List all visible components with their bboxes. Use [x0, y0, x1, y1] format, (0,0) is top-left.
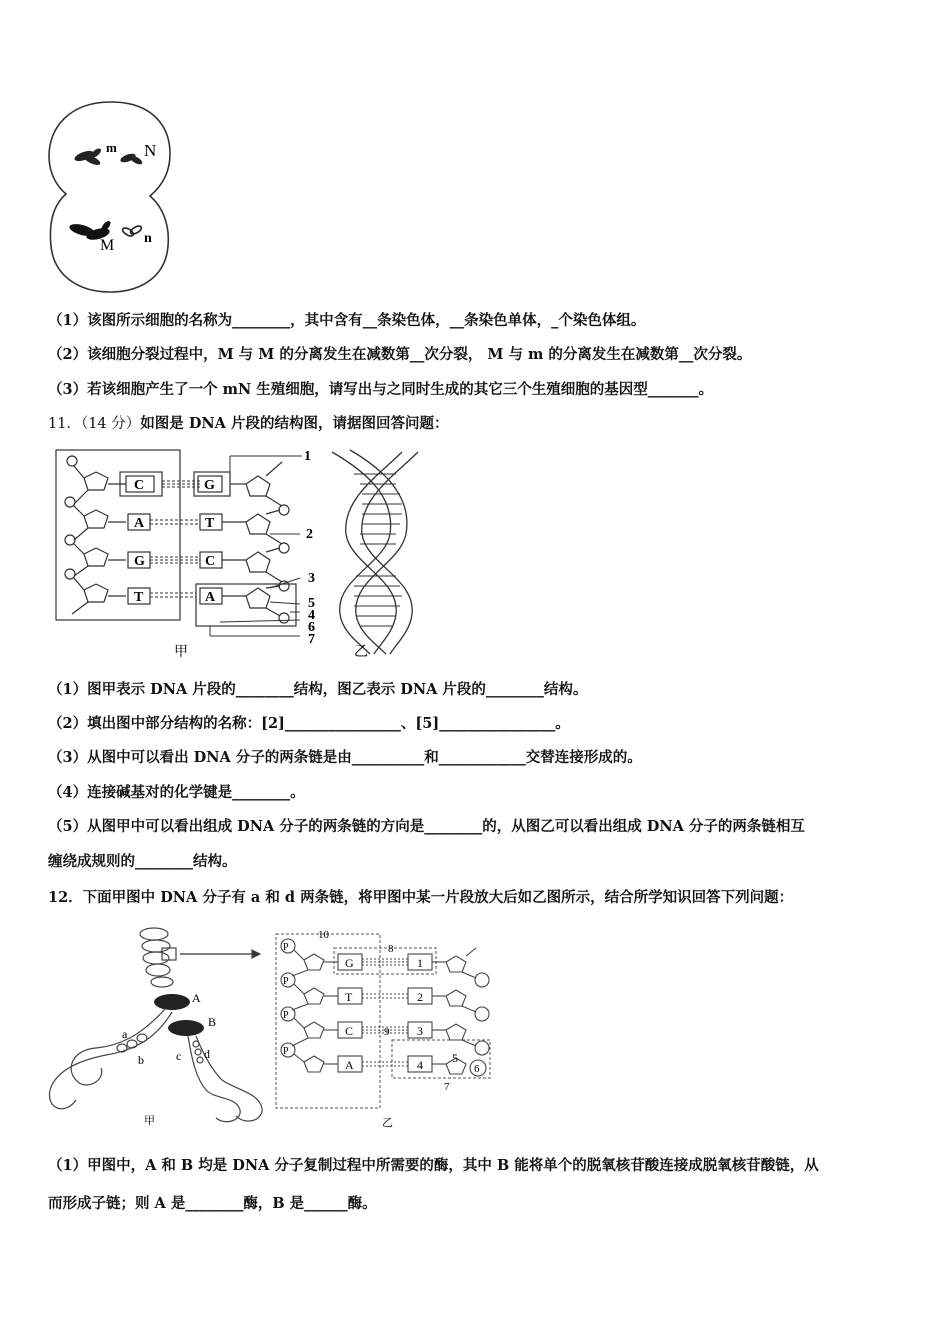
- base-left-1: C: [134, 478, 145, 493]
- base-left-3: G: [134, 554, 145, 569]
- replication-figure: [46, 920, 276, 1130]
- callout-7b: 7: [444, 1081, 450, 1093]
- base-right-3: C: [205, 554, 216, 569]
- label-m: m: [106, 140, 117, 155]
- label-c: c: [176, 1049, 182, 1063]
- base-right-1: G: [204, 478, 215, 493]
- q12-part1a: （1）甲图中，A 和 B 均是 DNA 分子复制过程中所需要的酶，其中 B 能将单个的脱氧核苷酸连接成脱氧核苷酸链，从: [48, 1157, 819, 1174]
- q11-part3: （3）从图中可以看出 DNA 分子的两条链是由__________和____________交替连接形成的。: [48, 749, 642, 766]
- q11-part1: （1）图甲表示 DNA 片段的________结构，图乙表示 DNA 片段的________结构。: [48, 681, 588, 698]
- chromosome-N: [119, 152, 143, 166]
- base-left-2: A: [134, 516, 145, 531]
- callout-6b: 6: [474, 1063, 480, 1075]
- frag-num-3: 3: [417, 1024, 423, 1038]
- chromosome-n: [121, 224, 142, 237]
- label-yi-11: 乙: [354, 645, 368, 660]
- parental-helix: [140, 928, 260, 987]
- jia-strand-box: [56, 450, 180, 620]
- label-M: M: [100, 237, 115, 254]
- q11-part2: （2）填出图中部分结构的名称：[2]________________、[5]________________。: [48, 715, 570, 732]
- label-jia-11: 甲: [174, 645, 188, 660]
- box-10: [276, 934, 380, 1108]
- q11-stem-line: [48, 414, 448, 434]
- callout-3: 3: [308, 571, 315, 586]
- q11-part4: （4）连接碱基对的化学键是________。: [48, 784, 305, 801]
- label-yi-12: 乙: [382, 1117, 393, 1129]
- frag-base-1: G: [345, 956, 354, 970]
- enzyme-B: [168, 1020, 204, 1036]
- left-backbone: [65, 456, 126, 614]
- label-n: n: [144, 231, 152, 246]
- base-right-2: T: [205, 516, 215, 531]
- label-jia-12: 甲: [144, 1115, 155, 1127]
- callout-4: 4: [308, 608, 315, 623]
- q10-part1: （1）该图所示细胞的名称为________，其中含有__条染色体，__条染色单体，_个染色体组。: [48, 312, 646, 329]
- label-a: a: [122, 1027, 128, 1041]
- q11-number: 11．（14 分）: [48, 416, 141, 432]
- dna-fragment-figure: [270, 926, 500, 1132]
- helix-rungs: [354, 474, 402, 626]
- callout-6: 6: [308, 620, 315, 635]
- p-3: P: [283, 1010, 289, 1021]
- base-right-4: A: [205, 590, 216, 605]
- daughter-strands: [49, 1008, 262, 1122]
- callout-9: 9: [384, 1026, 390, 1038]
- q10-part2: （2）该细胞分裂过程中，M 与 M 的分离发生在减数第__次分裂， M 与 m 的分离发生在减数第__次分裂。: [48, 346, 752, 363]
- q10-part3: （3）若该细胞产生了一个 mN 生殖细胞，请写出与之同时生成的其它三个生殖细胞的基因型_______。: [48, 381, 714, 398]
- p-4: P: [283, 1046, 289, 1057]
- callout-5b: 5: [452, 1051, 458, 1065]
- base-left-4: T: [134, 590, 144, 605]
- callout-5: 5: [308, 596, 315, 611]
- p-1: P: [283, 942, 289, 953]
- right-backbone: [222, 462, 289, 623]
- label-B: B: [208, 1015, 217, 1029]
- callout-8: 8: [388, 943, 394, 955]
- label-A: A: [192, 991, 201, 1005]
- cell-division-figure: [44, 98, 179, 298]
- p-2: P: [283, 976, 289, 987]
- chromosome-m: [73, 147, 102, 167]
- q11-stem: 如图是 DNA 片段的结构图，请据图回答问题：: [140, 415, 449, 432]
- q11-part5a: （5）从图甲中可以看出组成 DNA 分子的两条链的方向是________的，从图乙可以看出组成 DNA 分子的两条链相互: [48, 818, 805, 835]
- double-helix: [332, 450, 418, 654]
- hydrogen-bonds: [150, 481, 200, 597]
- frag-num-1: 1: [417, 956, 423, 970]
- callout-10: 10: [318, 929, 329, 941]
- q12-stem: 12．下面甲图中 DNA 分子有 a 和 d 两条链，将甲图中某一片段放大后如乙图所示，结合所学知识回答下列问题：: [48, 889, 794, 906]
- cell-outline: [49, 102, 170, 292]
- fragment-hbonds: [362, 959, 408, 1066]
- dna-structure-figure: [50, 444, 430, 662]
- label-d: d: [204, 1047, 210, 1061]
- callout-7: 7: [308, 632, 315, 647]
- frag-base-3: C: [345, 1024, 354, 1038]
- frag-num-2: 2: [417, 990, 423, 1004]
- frag-base-2: T: [345, 990, 353, 1004]
- label-N: N: [144, 141, 157, 160]
- callout-1: 1: [304, 449, 311, 464]
- label-b: b: [138, 1053, 144, 1067]
- frag-num-4: 4: [417, 1058, 423, 1072]
- q11-part5b: 缠绕成规则的________结构。: [48, 853, 237, 870]
- q12-part1b: 而形成子链；则 A 是________酶，B 是______酶。: [48, 1195, 377, 1212]
- enzyme-A: [154, 994, 190, 1010]
- callout-2: 2: [306, 527, 313, 542]
- frag-base-4: A: [345, 1058, 354, 1072]
